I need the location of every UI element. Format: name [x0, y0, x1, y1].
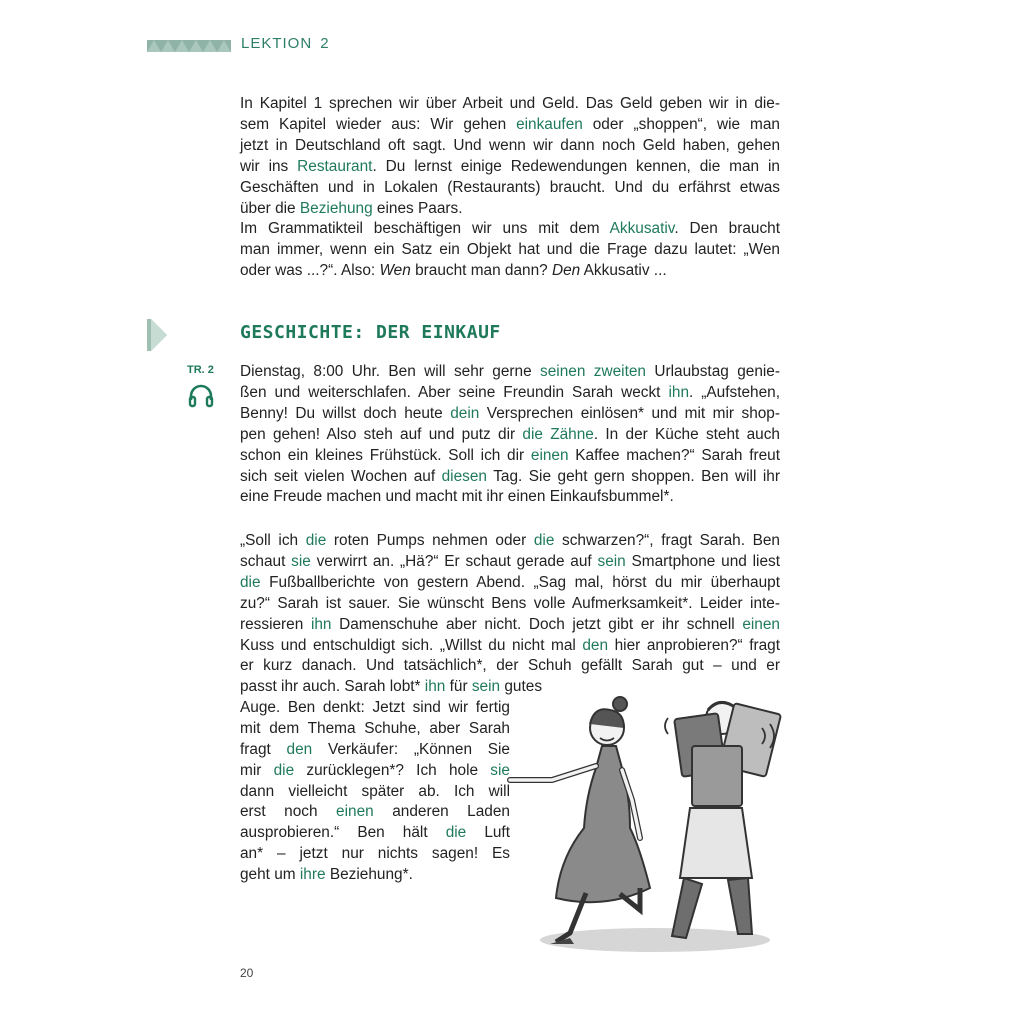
text-line	[240, 782, 510, 803]
text-segment: für	[445, 678, 472, 695]
highlighted-word: seinen zweiten	[540, 363, 646, 380]
text-segment: eines Paars.	[372, 199, 463, 217]
page-number: 20	[240, 966, 254, 980]
highlighted-word: einkaufen	[516, 115, 583, 133]
text-segment: Luft	[466, 824, 510, 842]
text-line	[240, 94, 780, 115]
text-line	[240, 240, 780, 261]
text-line	[240, 404, 780, 425]
text-segment: Kuss und entschuldigt sich. „Willst du nicht mal	[240, 636, 583, 654]
highlighted-word: diesen	[441, 467, 487, 485]
highlighted-word: einen	[742, 615, 780, 633]
highlighted-word: Beziehung	[299, 199, 373, 217]
text-segment: sich seit vielen Wochen auf	[240, 467, 442, 485]
text-line	[240, 219, 780, 240]
text-segment: . Du lernst einige Redewendungen kennen, die man in	[372, 157, 780, 175]
text-segment: zurücklegen*? Ich hole	[294, 761, 491, 779]
story-paragraph-3	[240, 677, 543, 886]
text-line	[240, 362, 780, 383]
highlighted-word: dein	[450, 404, 480, 422]
text-segment: Urlaubstag genie-	[645, 363, 780, 380]
headphones-icon	[188, 384, 214, 413]
highlighted-word: Akkusativ	[609, 220, 675, 238]
text-segment: Auge. Ben denkt: Jetzt sind wir fertig	[240, 698, 510, 716]
text-line	[240, 446, 780, 467]
text-segment: oder „shoppen“, wie man	[582, 115, 780, 133]
highlighted-word: die	[273, 761, 295, 779]
text-line	[240, 136, 780, 157]
text-segment: zu?“ Sarah ist sauer. Sie wünscht Bens volle Aufmerksamkeit*. Leider inte-	[240, 594, 780, 612]
text-segment: pen gehen! Also steh auf und putz dir	[240, 425, 523, 443]
text-line	[240, 115, 780, 136]
text-line	[240, 178, 780, 199]
highlighted-word: ihn	[310, 615, 332, 633]
text-line	[240, 573, 780, 594]
text-segment: schaut	[240, 552, 292, 570]
text-line	[240, 636, 780, 657]
text-segment: Smartphone und liest	[625, 552, 780, 570]
lesson-header	[241, 35, 338, 52]
text-line	[240, 844, 510, 865]
text-segment: ausprobieren.“ Ben hält	[240, 824, 446, 842]
text-line	[240, 698, 510, 719]
text-segment: „Soll ich	[240, 532, 306, 549]
text-line	[240, 719, 510, 740]
text-segment: In Kapitel 1 sprechen wir über Arbeit und Geld. Das Geld geben wir in die-	[240, 95, 780, 112]
highlighted-word: die	[533, 532, 555, 549]
text-line	[240, 531, 780, 552]
text-segment: gutes	[500, 678, 543, 695]
text-segment: . Den braucht	[674, 220, 780, 238]
text-line	[240, 761, 510, 782]
lesson-label: LEKTION	[241, 35, 313, 52]
text-segment: passt ihr auch. Sarah lobt*	[240, 678, 425, 695]
text-segment: . „Aufstehen,	[689, 383, 781, 401]
text-segment: verwirrt an. „Hä?“ Er schaut gerade auf	[310, 552, 598, 570]
story-paragraph-2	[240, 531, 780, 677]
text-segment: an* – jetzt nur nichts sagen! Es	[240, 845, 510, 863]
text-segment: . In der Küche steht auch	[593, 425, 780, 443]
text-segment: Verkäufer: „Können Sie	[312, 740, 510, 758]
text-line	[240, 467, 780, 488]
highlighted-word: die	[240, 573, 261, 591]
text-segment: Fußballberichte von gestern Abend. „Sag mal, hörst du mir überhaupt	[260, 573, 780, 591]
text-line	[240, 802, 510, 823]
text-line	[240, 865, 510, 886]
text-segment: Akkusativ ...	[580, 262, 667, 280]
text-segment: eine Freude machen und macht mit ihr einen Einkaufsbummel*.	[240, 488, 674, 506]
text-segment: man immer, wenn ein Satz ein Objekt hat und die Frage dazu lautet: „Wen	[240, 241, 780, 259]
lesson-number: 2	[320, 35, 330, 52]
text-segment: Beziehung*.	[325, 866, 413, 884]
text-segment: hier anprobieren?“ fragt	[608, 636, 780, 654]
highlighted-word: die	[445, 824, 467, 842]
text-segment: oder was ...?“. Also:	[240, 262, 380, 280]
text-line	[240, 823, 510, 844]
highlighted-word: den	[286, 740, 313, 758]
text-segment: mit dem Thema Schuhe, aber Sarah	[240, 719, 510, 737]
highlighted-word: sie	[490, 761, 510, 779]
italic-word: Wen	[379, 262, 411, 280]
text-segment: mir	[240, 761, 274, 779]
italic-word: Den	[552, 262, 581, 280]
text-segment: Im Grammatikteil beschäftigen wir uns mit dem	[240, 220, 610, 238]
text-segment: fragt	[240, 740, 287, 758]
text-segment: über die	[240, 199, 300, 217]
text-segment: er kurz danach. Und tatsächlich*, der Schuh gefällt Sarah gut – und er	[240, 657, 780, 675]
story-title: GESCHICHTE: DER EINKAUF	[240, 322, 501, 343]
highlighted-word: ihn	[424, 678, 446, 695]
text-segment: Kaffee machen?“ Sarah freut	[568, 446, 780, 464]
text-segment: Tag. Sie geht gern shoppen. Ben will ihr	[486, 467, 780, 485]
text-line	[240, 199, 780, 220]
text-segment: erst noch	[240, 803, 337, 821]
text-segment: jetzt in Deutschland oft sagt. Und wenn wir dann noch Geld haben, gehen	[240, 136, 780, 154]
highlighted-word: einen	[336, 803, 374, 821]
text-segment: dann vielleicht später ab. Ich will	[240, 782, 510, 800]
text-line	[240, 740, 510, 761]
text-segment: ressieren	[240, 615, 311, 633]
text-line	[240, 261, 780, 282]
highlighted-word: ihn	[668, 383, 690, 401]
highlighted-word: ihre	[299, 866, 326, 884]
header-decoration	[147, 40, 231, 52]
text-line	[240, 677, 543, 698]
text-segment: Dienstag, 8:00 Uhr. Ben will sehr gerne	[240, 363, 541, 380]
text-segment: anderen Laden	[373, 803, 510, 821]
text-line	[240, 656, 780, 677]
highlighted-word: die	[305, 532, 327, 549]
text-segment: roten Pumps nehmen oder	[326, 532, 534, 549]
highlighted-word: Restaurant	[297, 157, 373, 175]
text-segment: Geschäften und in Lokalen (Restaurants) braucht. Und du erfährst etwas	[240, 178, 780, 196]
highlighted-word: den	[582, 636, 609, 654]
text-segment: geht um	[240, 866, 300, 884]
text-segment: Damenschuhe aber nicht. Doch jetzt gibt er ihr schnell	[331, 615, 743, 633]
text-segment: schwarzen?“, fragt Sarah. Ben	[554, 532, 780, 549]
section-arrow-icon	[147, 319, 167, 356]
intro-paragraph	[240, 94, 780, 282]
track-label: TR. 2	[187, 364, 214, 376]
text-segment: Benny! Du willst doch heute	[240, 404, 451, 422]
text-line	[240, 487, 780, 508]
highlighted-word: einen	[530, 446, 569, 464]
shopping-couple-illustration	[490, 688, 810, 963]
story-paragraph-1	[240, 362, 780, 508]
text-line	[240, 552, 780, 573]
text-line	[240, 383, 780, 404]
text-segment: braucht man dann?	[410, 262, 552, 280]
text-segment: schon ein kleines Frühstück. Soll ich dir	[240, 446, 531, 464]
highlighted-word: sein	[471, 678, 501, 695]
text-line	[240, 157, 780, 178]
highlighted-word: sein	[597, 552, 626, 570]
text-segment: wir ins	[240, 157, 298, 175]
text-line	[240, 425, 780, 446]
text-segment: sem Kapitel wieder aus: Wir gehen	[240, 115, 517, 133]
text-line	[240, 594, 780, 615]
highlighted-word: die Zähne	[522, 425, 594, 443]
text-segment: Versprechen einlösen* und mit mir shop-	[479, 404, 780, 422]
text-line	[240, 615, 780, 636]
highlighted-word: sie	[291, 552, 311, 570]
text-segment: ßen und weiterschlafen. Aber seine Freundin Sarah weckt	[240, 383, 669, 401]
